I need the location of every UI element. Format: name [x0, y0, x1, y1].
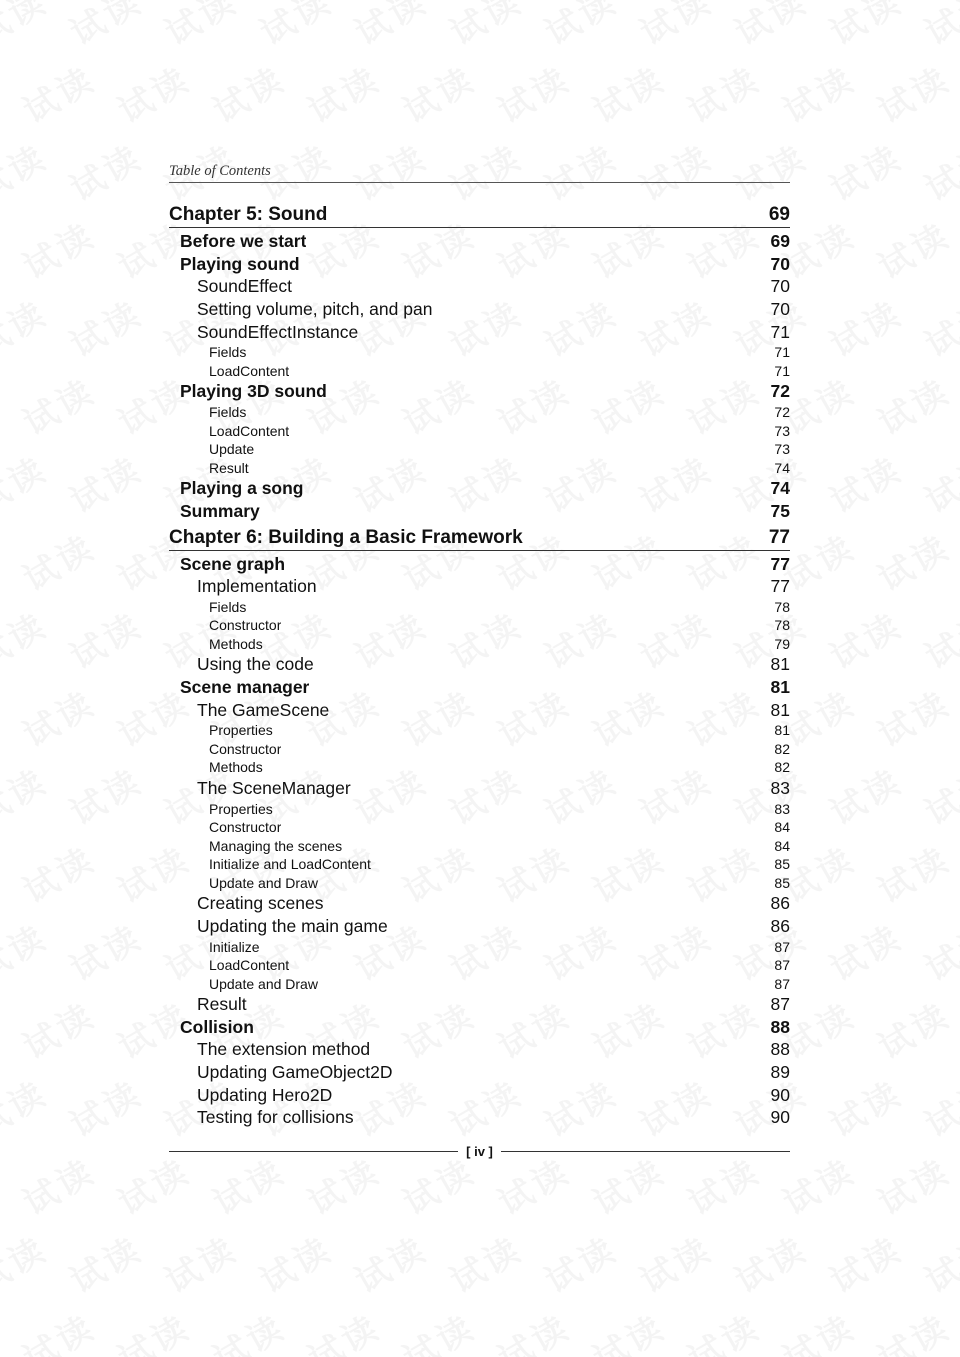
subsubsection-entry [169, 343, 790, 362]
watermark-text [60, 286, 150, 366]
entry-title: Chapter 6: Building a Basic Framework [169, 526, 523, 548]
entry-page: 74 [774, 459, 790, 476]
entry-title: Playing sound [180, 253, 300, 274]
footer-rule-right [501, 1151, 790, 1152]
watermark-text [773, 52, 863, 132]
entry-page: 81 [770, 677, 790, 698]
table-of-contents [169, 200, 790, 1129]
entry-title: Chapter 5: Sound [169, 204, 328, 225]
entry-page: 69 [770, 231, 790, 251]
watermark-text [393, 1300, 483, 1357]
entry-title: Testing for collisions [197, 1107, 354, 1128]
subsection-entry [169, 993, 790, 1016]
section-entry [169, 676, 790, 699]
watermark-text [630, 1222, 720, 1302]
entry-title: LoadContent [209, 422, 290, 439]
watermark-text [60, 1066, 150, 1146]
watermark-text [13, 1144, 103, 1224]
watermark-text [60, 442, 150, 522]
subsubsection-entry [169, 956, 790, 975]
watermark-text [820, 1222, 910, 1302]
watermark-text [488, 1300, 578, 1357]
entry-page: 78 [774, 617, 790, 634]
entry-page: 71 [770, 321, 790, 342]
entry-title: Implementation [197, 576, 317, 597]
watermark-text [13, 520, 103, 600]
entry-page: 72 [770, 381, 790, 402]
watermark-text [108, 1300, 198, 1357]
entry-title: Constructor [209, 617, 282, 634]
entry-title: Updating Hero2D [197, 1084, 333, 1105]
entry-page: 72 [774, 404, 790, 421]
entry-title: The GameScene [197, 699, 330, 720]
entry-title: Setting volume, pitch, and pan [197, 299, 433, 320]
page-footer [169, 1141, 790, 1161]
subsubsection-entry [169, 635, 790, 654]
watermark-text [915, 1066, 960, 1146]
entry-page: 82 [774, 759, 790, 776]
watermark-text [60, 1222, 150, 1302]
watermark-text [820, 754, 910, 834]
entry-page: 88 [770, 1039, 790, 1060]
watermark-text [915, 598, 960, 678]
watermark-text [915, 442, 960, 522]
entry-title: Scene graph [180, 553, 286, 574]
watermark-text [535, 1222, 625, 1302]
watermark-text [203, 52, 293, 132]
watermark-text [0, 130, 55, 210]
entry-page: 90 [770, 1107, 790, 1128]
subsection-entry [169, 1038, 790, 1061]
watermark-text [155, 0, 245, 55]
entry-title: Playing 3D sound [180, 381, 327, 402]
subsection-entry [169, 653, 790, 676]
watermark-text [820, 910, 910, 990]
watermark-text [0, 1066, 55, 1146]
entry-title: Properties [209, 722, 273, 739]
watermark-text [60, 754, 150, 834]
entry-page: 90 [770, 1084, 790, 1105]
subsection-entry [169, 892, 790, 915]
watermark-text [583, 52, 673, 132]
watermark-text [820, 0, 910, 55]
watermark-text [13, 1300, 103, 1357]
chapter-entry [169, 203, 790, 228]
watermark-text [868, 676, 958, 756]
subsection-entry [169, 575, 790, 598]
watermark-text [298, 52, 388, 132]
watermark-text [773, 1300, 863, 1357]
watermark-text [868, 208, 958, 288]
entry-page: 87 [770, 994, 790, 1014]
watermark-text [820, 1066, 910, 1146]
entry-title: Constructor [209, 819, 282, 836]
entry-title: Updating the main game [197, 915, 388, 936]
watermark-text [868, 520, 958, 600]
watermark-text [868, 988, 958, 1068]
subsubsection-entry [169, 818, 790, 837]
entry-page: 83 [770, 777, 790, 798]
subsection-entry [169, 1061, 790, 1084]
watermark-text [345, 0, 435, 55]
subsection-entry [169, 699, 790, 722]
subsubsection-entry [169, 938, 790, 957]
entry-title: Methods [209, 759, 263, 776]
watermark-text [0, 442, 55, 522]
watermark-text [630, 0, 720, 55]
entry-page: 79 [774, 635, 790, 652]
entry-page: 84 [774, 837, 790, 854]
subsubsection-entry [169, 598, 790, 617]
entry-title: Update and Draw [209, 975, 318, 992]
subsubsection-entry [169, 403, 790, 422]
entry-page: 70 [770, 253, 790, 274]
watermark-text [583, 1300, 673, 1357]
watermark-text [820, 598, 910, 678]
subsubsection-entry [169, 459, 790, 478]
entry-page: 89 [770, 1062, 790, 1083]
entry-page: 87 [774, 957, 790, 973]
watermark-text [868, 52, 958, 132]
entry-title: The SceneManager [197, 777, 351, 798]
watermark-text [13, 676, 103, 756]
entry-page: 73 [774, 441, 790, 458]
watermark-text [60, 130, 150, 210]
entry-title: Fields [209, 404, 247, 421]
entry-title: Scene manager [180, 677, 310, 698]
subsubsection-entry [169, 758, 790, 777]
subsubsection-entry [169, 800, 790, 819]
entry-page: 85 [774, 874, 790, 891]
subsubsection-entry [169, 440, 790, 459]
entry-page: 84 [774, 819, 790, 836]
watermark-text [203, 1300, 293, 1357]
footer-rule-left [169, 1151, 458, 1152]
entry-page: 75 [770, 500, 790, 521]
watermark-text [345, 1222, 435, 1302]
subsubsection-entry [169, 874, 790, 893]
watermark-text [0, 910, 55, 990]
entry-page: 87 [774, 938, 790, 955]
entry-title: Using the code [197, 654, 314, 675]
section-entry [169, 253, 790, 276]
entry-title: Updating GameObject2D [197, 1062, 393, 1083]
watermark-text [915, 0, 960, 55]
watermark-text [915, 130, 960, 210]
subsection-entry [169, 1084, 790, 1107]
watermark-text [250, 1222, 340, 1302]
entry-title: Managing the scenes [209, 837, 343, 854]
subsection-entry [169, 275, 790, 298]
entry-title: Update and Draw [209, 874, 318, 891]
entry-title: Properties [209, 800, 273, 817]
watermark-text [725, 1222, 815, 1302]
entry-page: 81 [774, 722, 790, 739]
watermark-text [678, 1300, 768, 1357]
entry-title: SoundEffectInstance [197, 321, 359, 342]
entry-page: 81 [770, 699, 790, 720]
entry-page: 83 [774, 800, 790, 817]
subsection-entry [169, 298, 790, 321]
subsubsection-entry [169, 855, 790, 874]
watermark-text [440, 0, 530, 55]
subsection-entry [169, 321, 790, 344]
entry-page: 77 [770, 553, 790, 574]
watermark-text [488, 52, 578, 132]
entry-title: Playing a song [180, 478, 304, 499]
entry-title: Fields [209, 344, 247, 361]
watermark-text [915, 1222, 960, 1302]
watermark-text [393, 52, 483, 132]
section-entry [169, 477, 790, 500]
entry-page: 86 [770, 915, 790, 936]
watermark-text [155, 1222, 245, 1302]
entry-title: Summary [180, 500, 260, 521]
watermark-text [820, 442, 910, 522]
watermark-text [868, 1300, 958, 1357]
watermark-text [915, 286, 960, 366]
section-entry [169, 230, 790, 253]
entry-page: 70 [770, 276, 790, 297]
watermark-text [13, 988, 103, 1068]
entry-title: Methods [209, 635, 263, 652]
entry-page: 70 [770, 299, 790, 320]
entry-title: Result [209, 459, 249, 476]
watermark-text [678, 52, 768, 132]
section-entry [169, 500, 790, 523]
entry-page: 81 [770, 654, 790, 675]
section-entry [169, 1016, 790, 1039]
entry-page: 74 [770, 478, 790, 499]
running-head: Table of Contents [169, 163, 790, 183]
entry-title: LoadContent [209, 362, 290, 379]
page-number: [ iv ] [466, 1143, 493, 1159]
entry-page: 86 [770, 893, 790, 914]
entry-page: 88 [770, 1016, 790, 1037]
section-entry [169, 380, 790, 403]
watermark-text [915, 910, 960, 990]
entry-page: 73 [774, 422, 790, 439]
watermark-text [868, 364, 958, 444]
watermark-text [535, 0, 625, 55]
watermark-text [60, 0, 150, 55]
subsubsection-entry [169, 616, 790, 635]
entry-page: 82 [774, 740, 790, 757]
watermark-text [0, 598, 55, 678]
entry-page: 71 [774, 362, 790, 379]
watermark-text [250, 0, 340, 55]
entry-page: 77 [770, 576, 790, 597]
watermark-text [0, 754, 55, 834]
watermark-text [13, 52, 103, 132]
entry-title: Constructor [209, 740, 282, 757]
watermark-text [13, 364, 103, 444]
subsubsection-entry [169, 837, 790, 856]
section-entry [169, 553, 790, 576]
entry-title: Collision [180, 1016, 254, 1037]
watermark-text [0, 286, 55, 366]
watermark-text [440, 1222, 530, 1302]
subsubsection-entry [169, 362, 790, 381]
watermark-text [298, 1300, 388, 1357]
entry-page: 69 [768, 204, 790, 225]
entry-page: 78 [774, 598, 790, 615]
watermark-text [915, 754, 960, 834]
watermark-text [60, 598, 150, 678]
subsection-entry [169, 777, 790, 800]
watermark-text [820, 130, 910, 210]
watermark-text [725, 0, 815, 55]
subsubsection-entry [169, 975, 790, 994]
entry-page: 87 [774, 975, 790, 992]
watermark-text [13, 832, 103, 912]
subsection-entry [169, 1106, 790, 1129]
subsubsection-entry [169, 740, 790, 759]
watermark-text [108, 52, 198, 132]
entry-title: Update [209, 441, 255, 458]
entry-title: Initialize [209, 938, 260, 955]
entry-title: The extension method [197, 1039, 371, 1060]
watermark-text [60, 910, 150, 990]
watermark-text [0, 0, 55, 55]
entry-title: Result [197, 994, 247, 1014]
entry-title: SoundEffect [197, 276, 293, 297]
entry-page: 77 [768, 526, 790, 548]
subsubsection-entry [169, 721, 790, 740]
entry-page: 71 [774, 344, 790, 361]
subsection-entry [169, 915, 790, 938]
entry-title: Before we start [180, 231, 307, 251]
entry-title: Creating scenes [197, 893, 324, 914]
entry-title: Fields [209, 598, 247, 615]
watermark-text [13, 208, 103, 288]
entry-title: Initialize and LoadContent [209, 856, 371, 873]
watermark-text [868, 1144, 958, 1224]
chapter-entry [169, 526, 790, 551]
entry-title: LoadContent [209, 957, 290, 973]
watermark-text [868, 832, 958, 912]
watermark-text [820, 286, 910, 366]
subsubsection-entry [169, 422, 790, 441]
entry-page: 85 [774, 856, 790, 873]
watermark-text [0, 1222, 55, 1302]
